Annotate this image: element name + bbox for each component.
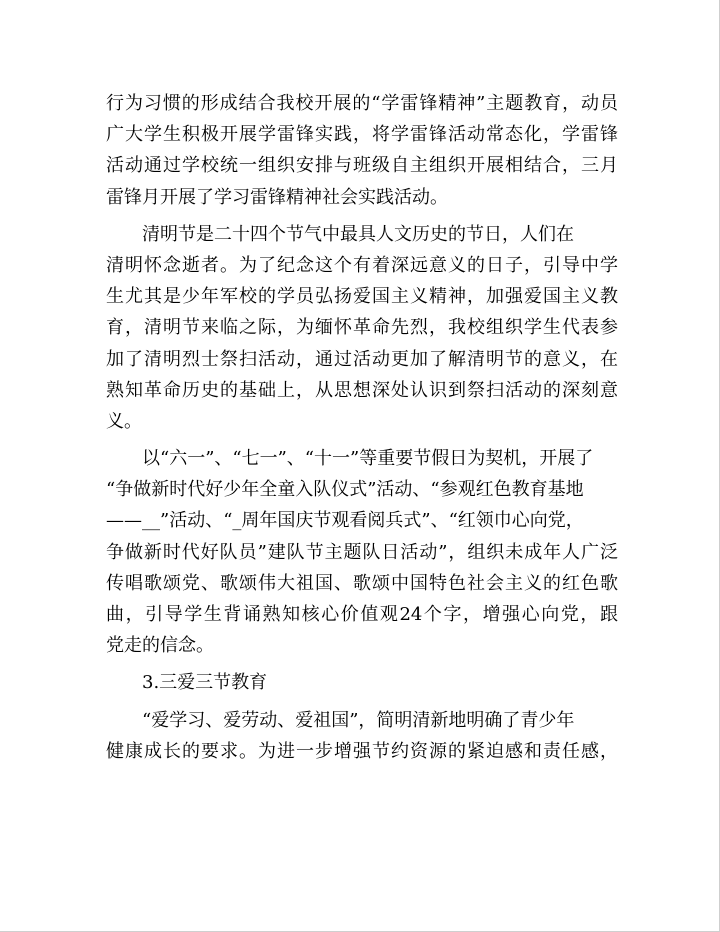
- text-line: ——__”活动、“_周年国庆节观看阅兵式”、“红领巾心向党，: [106, 510, 584, 532]
- text-line: 义。: [106, 410, 142, 432]
- text-line: 雷锋月开展了学习雷锋精神社会实践活动。: [106, 186, 448, 208]
- text-line: 曲，引导学生背诵熟知核心价值观24个字，增强心向党，跟: [106, 604, 618, 625]
- text-line: 争做新时代好队员”建队节主题队日活动”，组织未成年人广泛: [106, 541, 618, 563]
- section-heading: [106, 667, 618, 698]
- text-line: “爱学习、爱劳动、爱祖国”，简明清新地明确了青少年: [142, 709, 575, 731]
- text-line: 清明怀念逝者。为了纪念这个有着深远意义的日子，引导中学: [106, 254, 618, 276]
- text-line: 生尤其是少年军校的学员弘扬爱国主义精神，加强爱国主义教: [106, 286, 618, 308]
- text-line: 以“六一”、“七一”、“十一”等重要节假日为契机，开展了: [142, 448, 594, 470]
- text-line: 广大学生积极开展学雷锋实践，将学雷锋活动常态化，学雷锋: [106, 124, 618, 146]
- paragraph-2: [106, 219, 618, 437]
- text-line: 育，清明节来临之际，为缅怀革命先烈，我校组织学生代表参: [106, 317, 618, 339]
- text-line: 熟知革命历史的基础上，从思想深处认识到祭扫活动的深刻意: [106, 379, 618, 401]
- paragraph-1: [106, 88, 618, 213]
- text-line: 党走的信念。: [106, 635, 214, 657]
- section-heading-text: 3.三爱三节教育: [142, 672, 268, 694]
- text-line: 活动通过学校统一组织安排与班级自主组织开展相结合，三月: [106, 155, 618, 177]
- text-line: 清明节是二十四个节气中最具人文历史的节日，人们在: [142, 223, 574, 245]
- text-line: 健康成长的要求。为进一步增强节约资源的紧迫感和责任感，: [106, 740, 618, 762]
- document-body: [106, 88, 618, 767]
- text-line: “争做新时代好少年全童入队仪式”活动、“参观红色教育基地: [106, 479, 584, 501]
- text-line: 传唱歌颂党、歌颂伟大祖国、歌颂中国特色社会主义的红色歌: [106, 572, 618, 594]
- text-line: 加了清明烈士祭扫活动，通过活动更加了解清明节的意义，在: [106, 348, 618, 370]
- paragraph-5: [106, 705, 618, 767]
- paragraph-3: [106, 443, 618, 661]
- text-line: 行为习惯的形成结合我校开展的“学雷锋精神”主题教育，动员: [106, 93, 618, 114]
